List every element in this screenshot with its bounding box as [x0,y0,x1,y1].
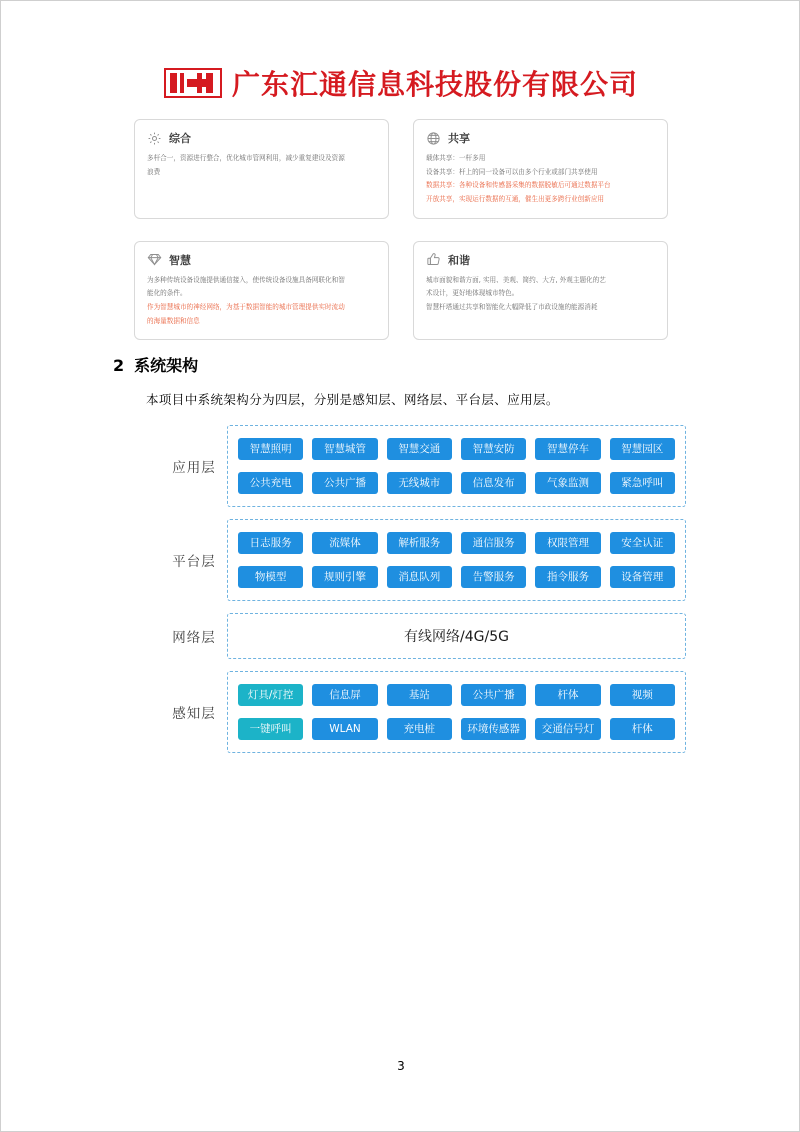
chip[interactable]: 紧急呼叫 [610,472,675,494]
chip[interactable]: 杆体 [610,718,675,740]
card-body [147,153,376,177]
card-line-accent: 数据共享：各种设备和传感器采集的数据脱敏后可通过数据平台 [426,181,611,190]
chip[interactable]: 规则引擎 [312,566,377,588]
layer-row [238,566,675,588]
layer-row [238,532,675,554]
chip[interactable]: 设备管理 [610,566,675,588]
section-paragraph: 本项目中系统架构分为四层，分别是感知层、网络层、平台层、应用层。 [146,392,559,407]
chip[interactable]: 智慧照明 [238,438,303,460]
layer-label: 网络层 [172,630,216,646]
card-title: 综合 [169,132,191,145]
layer-application [161,425,686,507]
layer-platform [161,519,686,601]
feature-card-smart [134,241,389,341]
chip[interactable]: 信息发布 [461,472,526,494]
layer-network [161,613,686,659]
chip[interactable]: 信息屏 [312,684,377,706]
chip[interactable]: 智慧安防 [461,438,526,460]
layer-row [238,684,675,706]
chip[interactable]: 解析服务 [387,532,452,554]
card-line: 为多种传统设备设施提供通信接入，使传统设备设施具备网联化和智 [147,275,345,284]
globe-icon [426,131,441,146]
chip[interactable]: 通信服务 [461,532,526,554]
diamond-icon [147,252,162,267]
card-line-accent: 的海量数据和信息 [147,316,200,325]
layer-content [227,671,686,753]
chip[interactable]: 智慧交通 [387,438,452,460]
card-body [426,153,655,205]
chip[interactable]: 杆体 [535,684,600,706]
chip[interactable]: 公共广播 [312,472,377,494]
section-number: 2 [113,356,125,375]
card-header [426,252,655,268]
gear-outline-icon [147,131,162,146]
chip[interactable]: WLAN [312,718,377,740]
chip[interactable]: 日志服务 [238,532,303,554]
layer-row [238,438,675,460]
card-line: 术设计，更好地体现城市特色。 [426,289,519,298]
card-body [426,275,655,313]
card-line: 设备共享：杆上的同一设备可以由多个行业或部门共享使用 [426,167,598,176]
chip[interactable]: 交通信号灯 [535,718,600,740]
layer-content [227,425,686,507]
card-line-accent: 作为智慧城市的神经网络，为基于数据智能的城市管理提供实时流动 [147,303,345,312]
layer-content [227,519,686,601]
card-title: 共享 [448,132,470,145]
chip[interactable]: 告警服务 [461,566,526,588]
chip[interactable]: 公共广播 [461,684,526,706]
company-logo-icon [164,68,222,98]
card-line: 智慧杆塔通过共享和智能化大幅降低了市政设施的能源消耗 [426,303,598,312]
chip[interactable]: 视频 [610,684,675,706]
card-line: 能化的条件。 [147,289,187,298]
layer-perception [161,671,686,753]
chip[interactable]: 环境传感器 [461,718,526,740]
layer-label: 感知层 [172,706,216,722]
chip[interactable]: 流媒体 [312,532,377,554]
feature-card-comprehensive [134,119,389,219]
chip[interactable]: 无线城市 [387,472,452,494]
chip[interactable]: 灯具/灯控 [238,684,303,706]
card-header [147,130,376,146]
card-header [147,252,376,268]
chip[interactable]: 物模型 [238,566,303,588]
network-layer-text: 有线网络/4G/5G [227,613,686,659]
chip[interactable]: 智慧园区 [610,438,675,460]
chip[interactable]: 安全认证 [610,532,675,554]
card-line: 多杆合一，资源进行整合，优化城市管网利用，减少重复建设及资源 [147,154,345,162]
feature-card-harmony [413,241,668,341]
card-line: 城市面貌和谐方面, 实用、美观、简约、大方, 外观主题化的艺 [426,275,606,284]
section-heading [113,353,198,376]
feature-card-sharing [413,119,668,219]
chip[interactable]: 公共充电 [238,472,303,494]
section-title: 系统架构 [134,356,199,375]
layer-label: 应用层 [172,460,216,476]
chip[interactable]: 智慧停车 [535,438,600,460]
company-banner [1,63,800,103]
chip[interactable]: 权限管理 [535,532,600,554]
company-name: 广东汇通信息科技股份有限公司 [231,68,638,101]
card-title: 和谐 [448,253,470,267]
chip[interactable]: 气象监测 [535,472,600,494]
chip[interactable]: 指令服务 [535,566,600,588]
layer-label: 平台层 [172,554,216,570]
chip[interactable]: 一键呼叫 [238,718,303,740]
feature-card-grid [134,119,668,340]
layer-row [238,472,675,494]
card-line: 载体共享：一杆多用 [426,154,486,162]
chip[interactable]: 充电桩 [387,718,452,740]
architecture-diagram [161,425,686,765]
thumbs-up-icon [426,252,441,267]
card-line-accent: 开放共享，实现运行数据的互通，催生出更多跨行业创新应用 [426,195,605,204]
page-number: 3 [397,1059,405,1073]
card-header [426,130,655,146]
chip[interactable]: 基站 [387,684,452,706]
chip[interactable]: 智慧城管 [312,438,377,460]
card-body [147,275,376,327]
card-line: 浪费 [147,167,161,176]
card-title: 智慧 [169,253,191,267]
chip[interactable]: 消息队列 [387,566,452,588]
layer-row [238,718,675,740]
